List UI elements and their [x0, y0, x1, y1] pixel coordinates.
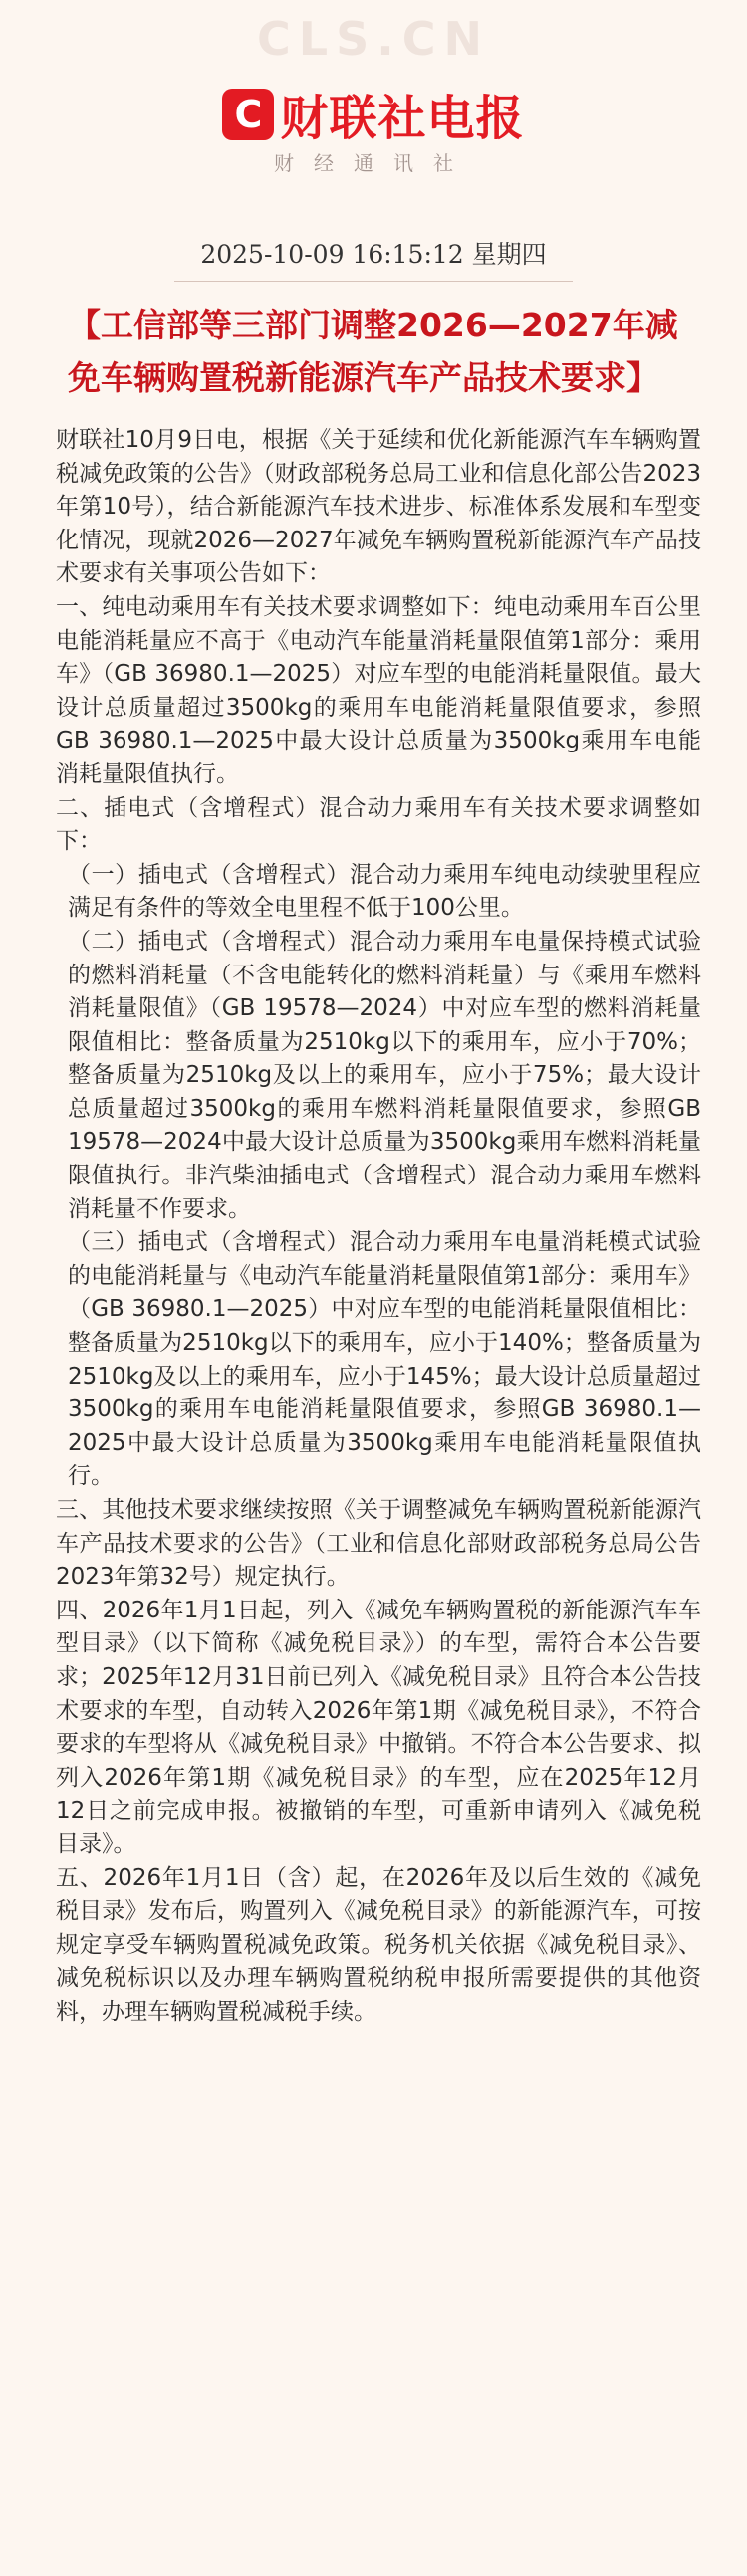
paragraph: 五、2026年1月1日（含）起，在2026年及以后生效的《减免税目录》发布后，购置列入《减免税目录》的新能源汽车，可按规定享受车辆购置税减免政策。税务机关依据《减免税目录》、减免税标识以及办理车辆购置税纳税申报所需要提供的其他资料，办理车辆购置税减税手续。 — [56, 1864, 701, 2025]
article-body — [56, 424, 701, 2030]
paragraph: 财联社10月9日电，根据《关于延续和优化新能源汽车车辆购置税减免政策的公告》（财政部税务总局工业和信息化部公告2023年第10号），结合新能源汽车技术进步、标准体系发展和车型变化情况，现就2026—2027年减免车辆购置税新能源汽车产品技术要求有关事项公告如下： — [56, 427, 701, 587]
paragraph: 二、插电式（含增程式）混合动力乘用车有关技术要求调整如下： — [56, 794, 701, 855]
date-divider — [174, 281, 573, 282]
brand-logo — [0, 80, 747, 148]
article-title: 【工信部等三部门调整2026—2027年减免车辆购置税新能源汽车产品技术要求】 — [68, 306, 678, 397]
paragraph: （一）插电式（含增程式）混合动力乘用车纯电动续驶里程应满足有条件的等效全电里程不低于100公里。 — [68, 861, 701, 922]
logo-text: 财联社电报 — [280, 91, 525, 146]
site-watermark: CLS.CN — [257, 12, 490, 66]
publish-datetime: 2025-10-09 16:15:12 星期四 — [200, 240, 547, 269]
paragraph: 一、纯电动乘用车有关技术要求调整如下：纯电动乘用车百公里电能消耗量应不高于《电动汽车能量消耗量限值第1部分：乘用车》（GB 36980.1—2025）对应车型的电能消耗量限值。最大设计总质量超过3500kg的乘用车电能消耗量限值要求，参照GB 36980.1—2025中最大设计总质量为3500kg乘用车电能消耗量限值执行。 — [56, 593, 701, 787]
brand-tagline: 财经通讯社 — [274, 151, 473, 175]
paragraph: （三）插电式（含增程式）混合动力乘用车电量消耗模式试验的电能消耗量与《电动汽车能量消耗量限值第1部分：乘用车》（GB 36980.1—2025）中对应车型的电能消耗量限值相比：整备质量为2510kg以下的乘用车，应小于140%；整备质量为2510kg及以上的乘用车，应小于145%；最大设计总质量超过3500kg的乘用车电能消耗量限值要求，参照GB 36980.1—2025中最大设计总质量为3500kg乘用车电能消耗量限值执行。 — [68, 1229, 701, 1490]
logo-c-icon: C — [222, 89, 274, 140]
paragraph: 四、2026年1月1日起，列入《减免车辆购置税的新能源汽车车型目录》（以下简称《减免税目录》）的车型，需符合本公告要求；2025年12月31日前已列入《减免税目录》且符合本公告技术要求的车型，自动转入2026年第1期《减免税目录》，不符合要求的车型将从《减免税目录》中撤销。不符合本公告要求、拟列入2026年第1期《减免税目录》的车型，应在2025年12月12日之前完成申报。被撤销的车型，可重新申请列入《减免税目录》。 — [56, 1597, 701, 1857]
paragraph: 三、其他技术要求继续按照《关于调整减免车辆购置税新能源汽车产品技术要求的公告》（工业和信息化部财政部税务总局公告2023年第32号）规定执行。 — [56, 1497, 701, 1591]
paragraph: （二）插电式（含增程式）混合动力乘用车电量保持模式试验的燃料消耗量（不含电能转化的燃料消耗量）与《乘用车燃料消耗量限值》（GB 19578—2024）中对应车型的燃料消耗量限值相比：整备质量为2510kg以下的乘用车，应小于70%；整备质量为2510kg及以上的乘用车，应小于75%；最大设计总质量超过3500kg的乘用车燃料消耗量限值要求，参照GB 19578—2024中最大设计总质量为3500kg乘用车燃料消耗量限值执行。非汽柴油插电式（含增程式）混合动力乘用车燃料消耗量不作要求。 — [68, 928, 701, 1222]
header — [0, 0, 747, 194]
datetime-block — [0, 235, 747, 282]
